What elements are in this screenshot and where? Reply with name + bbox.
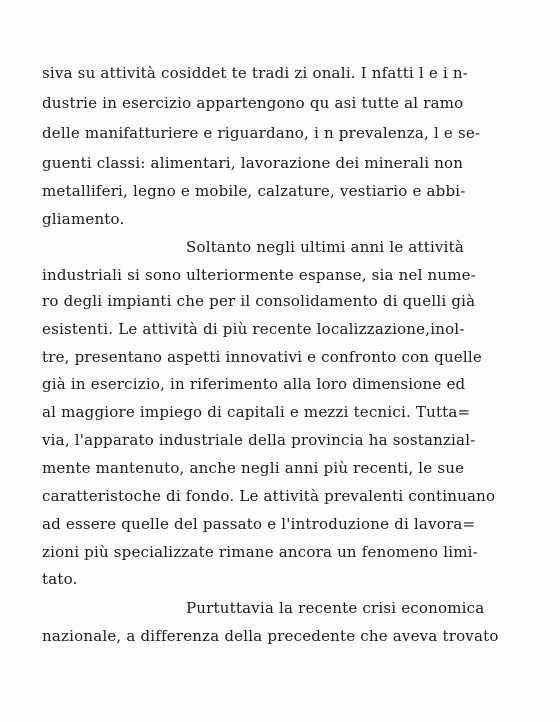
text-line: ro degli impianti che per il consolidamento di quelli già — [42, 292, 476, 310]
text-line: via, l'apparato industriale della provincia ha sostanzial- — [42, 431, 476, 449]
text-line: gliamento. — [42, 210, 125, 228]
text-line: industriali si sono ulteriormente espanse, sia nel nume- — [42, 266, 477, 284]
text-line: tre, presentano aspetti innovativi e confronto con quelle — [42, 348, 482, 366]
text-line: Soltanto negli ultimi anni le attività — [186, 238, 465, 256]
text-line: Purtuttavia la recente crisi economica — [186, 599, 485, 617]
text-line: esistenti. Le attività di più recente localizzazione,inol- — [42, 320, 465, 338]
text-line: ad essere quelle del passato e l'introduzione di lavora= — [42, 515, 476, 533]
text-line: dustrie in esercizio appartengono qu asi tutte al ramo — [42, 94, 464, 112]
text-line: al maggiore impiego di capitali e mezzi tecnici. Tutta= — [42, 403, 471, 421]
text-line: siva su attività cosiddet te tradi zi onali. I nfatti l e i n- — [42, 64, 469, 82]
text-line: metalliferi, legno e mobile, calzature, vestiario e abbi- — [42, 182, 466, 200]
text-line: già in esercizio, in riferimento alla loro dimensione ed — [42, 375, 466, 393]
text-line: mente mantenuto, anche negli anni più recenti, le sue — [42, 459, 465, 477]
text-line: nazionale, a differenza della precedente che aveva trovato — [42, 627, 499, 645]
text-line: tato. — [42, 570, 78, 588]
text-line: delle manifatturiere e riguardano, i n prevalenza, l e se- — [42, 124, 481, 142]
text-line: guenti classi: alimentari, lavorazione dei minerali non — [42, 154, 464, 172]
text-line: caratteristoche di fondo. Le attività prevalenti continuano — [42, 487, 496, 505]
text-line: zioni più specializzate rimane ancora un fenomeno limi- — [42, 543, 478, 561]
